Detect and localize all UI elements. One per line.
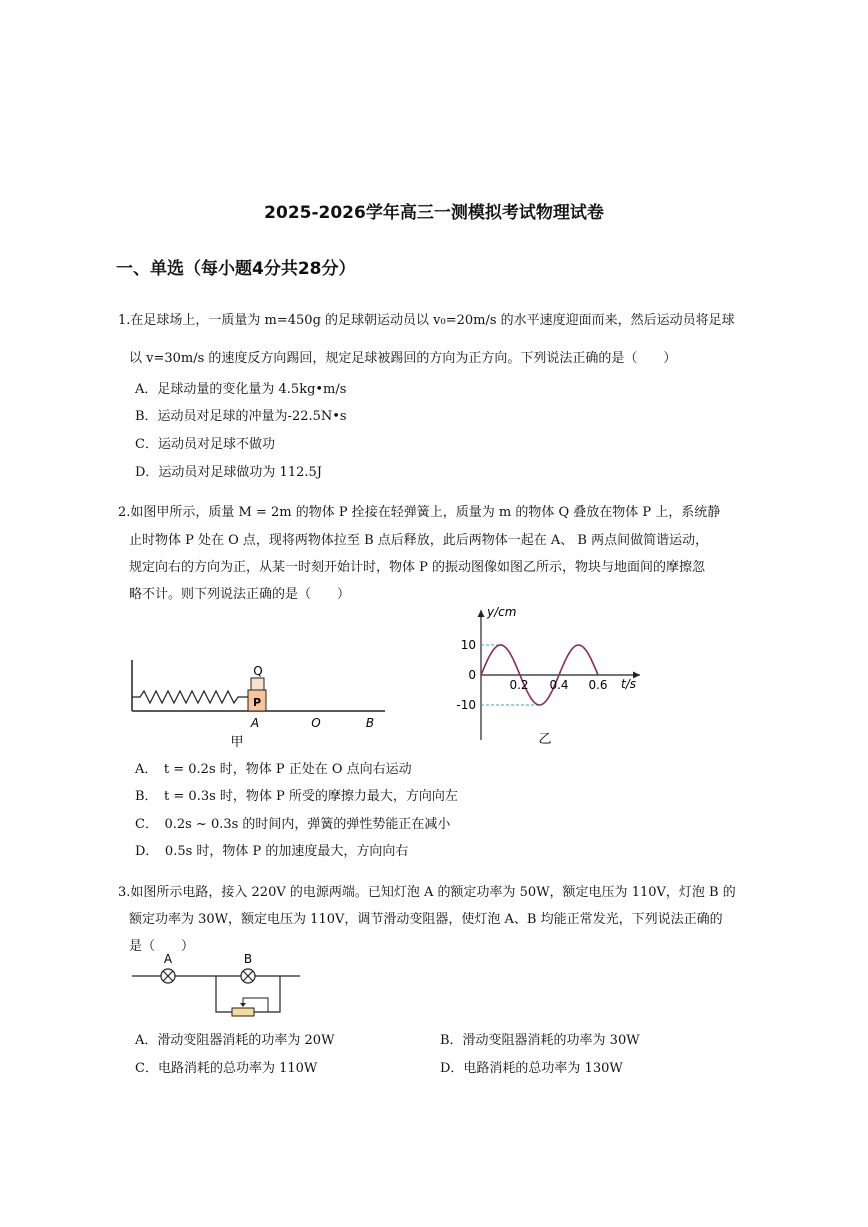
- q2-stem-line-2: 止时物体 P 处在 O 点，现将两物体拉至 B 点后释放，此后两物体一起在 A、 B 两点间做简谐运动，: [129, 533, 709, 548]
- y-axis-label: y/cm: [487, 605, 517, 619]
- q3-stem-line-3: 是（ ）: [129, 939, 195, 954]
- q3-option-a[interactable]: A．滑动变阻器消耗的功率为 20W: [135, 1033, 335, 1048]
- rheostat-icon: [232, 1008, 254, 1016]
- q3-option-c[interactable]: C．电路消耗的总功率为 110W: [135, 1061, 318, 1076]
- figure-yi-caption: 乙: [538, 732, 552, 747]
- tick-x-0.4: 0.4: [549, 678, 569, 692]
- section-heading: 一、单选（每小题4分共28分）: [116, 259, 356, 279]
- circuit-diagram: [128, 952, 318, 1022]
- tick-x-0.2: 0.2: [509, 678, 529, 692]
- label-p: P: [252, 696, 262, 709]
- q1-stem-line-2: 以 v=30m/s 的速度反方向踢回，规定足球被踢回的方向为正方向。下列说法正确的是（ ）: [129, 351, 677, 366]
- q1-option-b[interactable]: B．运动员对足球的冲量为-22.5N•s: [135, 409, 347, 424]
- label-a: A: [250, 716, 260, 730]
- tick-y-10: 10: [460, 638, 476, 652]
- q2-option-b[interactable]: B． t = 0.3s 时，物体 P 所受的摩擦力最大，方向向左: [135, 789, 458, 804]
- spring: [132, 691, 248, 703]
- q3-option-b[interactable]: B．滑动变阻器消耗的功率为 30W: [440, 1033, 640, 1048]
- q1-stem-line-1: 1.在足球场上，一质量为 m=450g 的足球朝运动员以 v₀=20m/s 的水平速度迎面而来，然后运动员将足球: [118, 313, 735, 328]
- figure-jia-spring-block: [120, 655, 400, 750]
- label-o: O: [311, 716, 321, 730]
- tick-y-0: 0: [468, 668, 476, 682]
- q2-option-d[interactable]: D． 0.5s 时，物体 P 的加速度最大，方向向右: [135, 844, 409, 859]
- lamp-b-label: B: [243, 952, 253, 966]
- q3-stem-line-2: 额定功率为 30W，额定电压为 110V，调节滑动变阻器，使灯泡 A、B 均能正常发光，下列说法正确的: [129, 912, 723, 927]
- q1-option-d[interactable]: D．运动员对足球做功为 112.5J: [135, 465, 322, 480]
- t-axis-label: t/s: [621, 677, 636, 691]
- exam-title: 2025-2026学年高三一测模拟考试物理试卷: [264, 203, 604, 223]
- figure-yi-vibration-graph: [445, 600, 650, 750]
- q2-stem-line-3: 规定向右的方向为正，从某一时刻开始计时，物体 P 的振动图像如图乙所示，物块与地面间的摩擦忽: [129, 560, 706, 575]
- q1-option-a[interactable]: A．足球动量的变化量为 4.5kg•m/s: [135, 382, 347, 397]
- label-b: B: [365, 716, 375, 730]
- q3-option-d[interactable]: D．电路消耗的总功率为 130W: [440, 1061, 623, 1076]
- q2-option-c[interactable]: C． 0.2s ~ 0.3s 的时间内，弹簧的弹性势能正在减小: [135, 817, 451, 832]
- figure-jia-caption: 甲: [230, 735, 244, 750]
- q3-stem-line-1: 3.如图所示电路，接入 220V 的电源两端。已知灯泡 A 的额定功率为 50W，额定电压为 110V，灯泡 B 的: [118, 885, 736, 900]
- tick-x-0.6: 0.6: [588, 678, 608, 692]
- lamp-a-label: A: [163, 952, 173, 966]
- label-q: Q: [253, 664, 263, 678]
- q1-option-c[interactable]: C．运动员对足球不做功: [135, 437, 275, 452]
- q2-stem-line-1: 2.如图甲所示，质量 M = 2m 的物体 P 拴接在轻弹簧上，质量为 m 的物体 Q 叠放在物体 P 上，系统静: [118, 505, 721, 520]
- block-q: [251, 678, 264, 690]
- q2-stem-line-4: 略不计。则下列说法正确的是（ ）: [129, 587, 351, 602]
- tick-y-neg10: -10: [456, 698, 476, 712]
- q2-option-a[interactable]: A． t = 0.2s 时，物体 P 正处在 O 点向右运动: [135, 762, 412, 777]
